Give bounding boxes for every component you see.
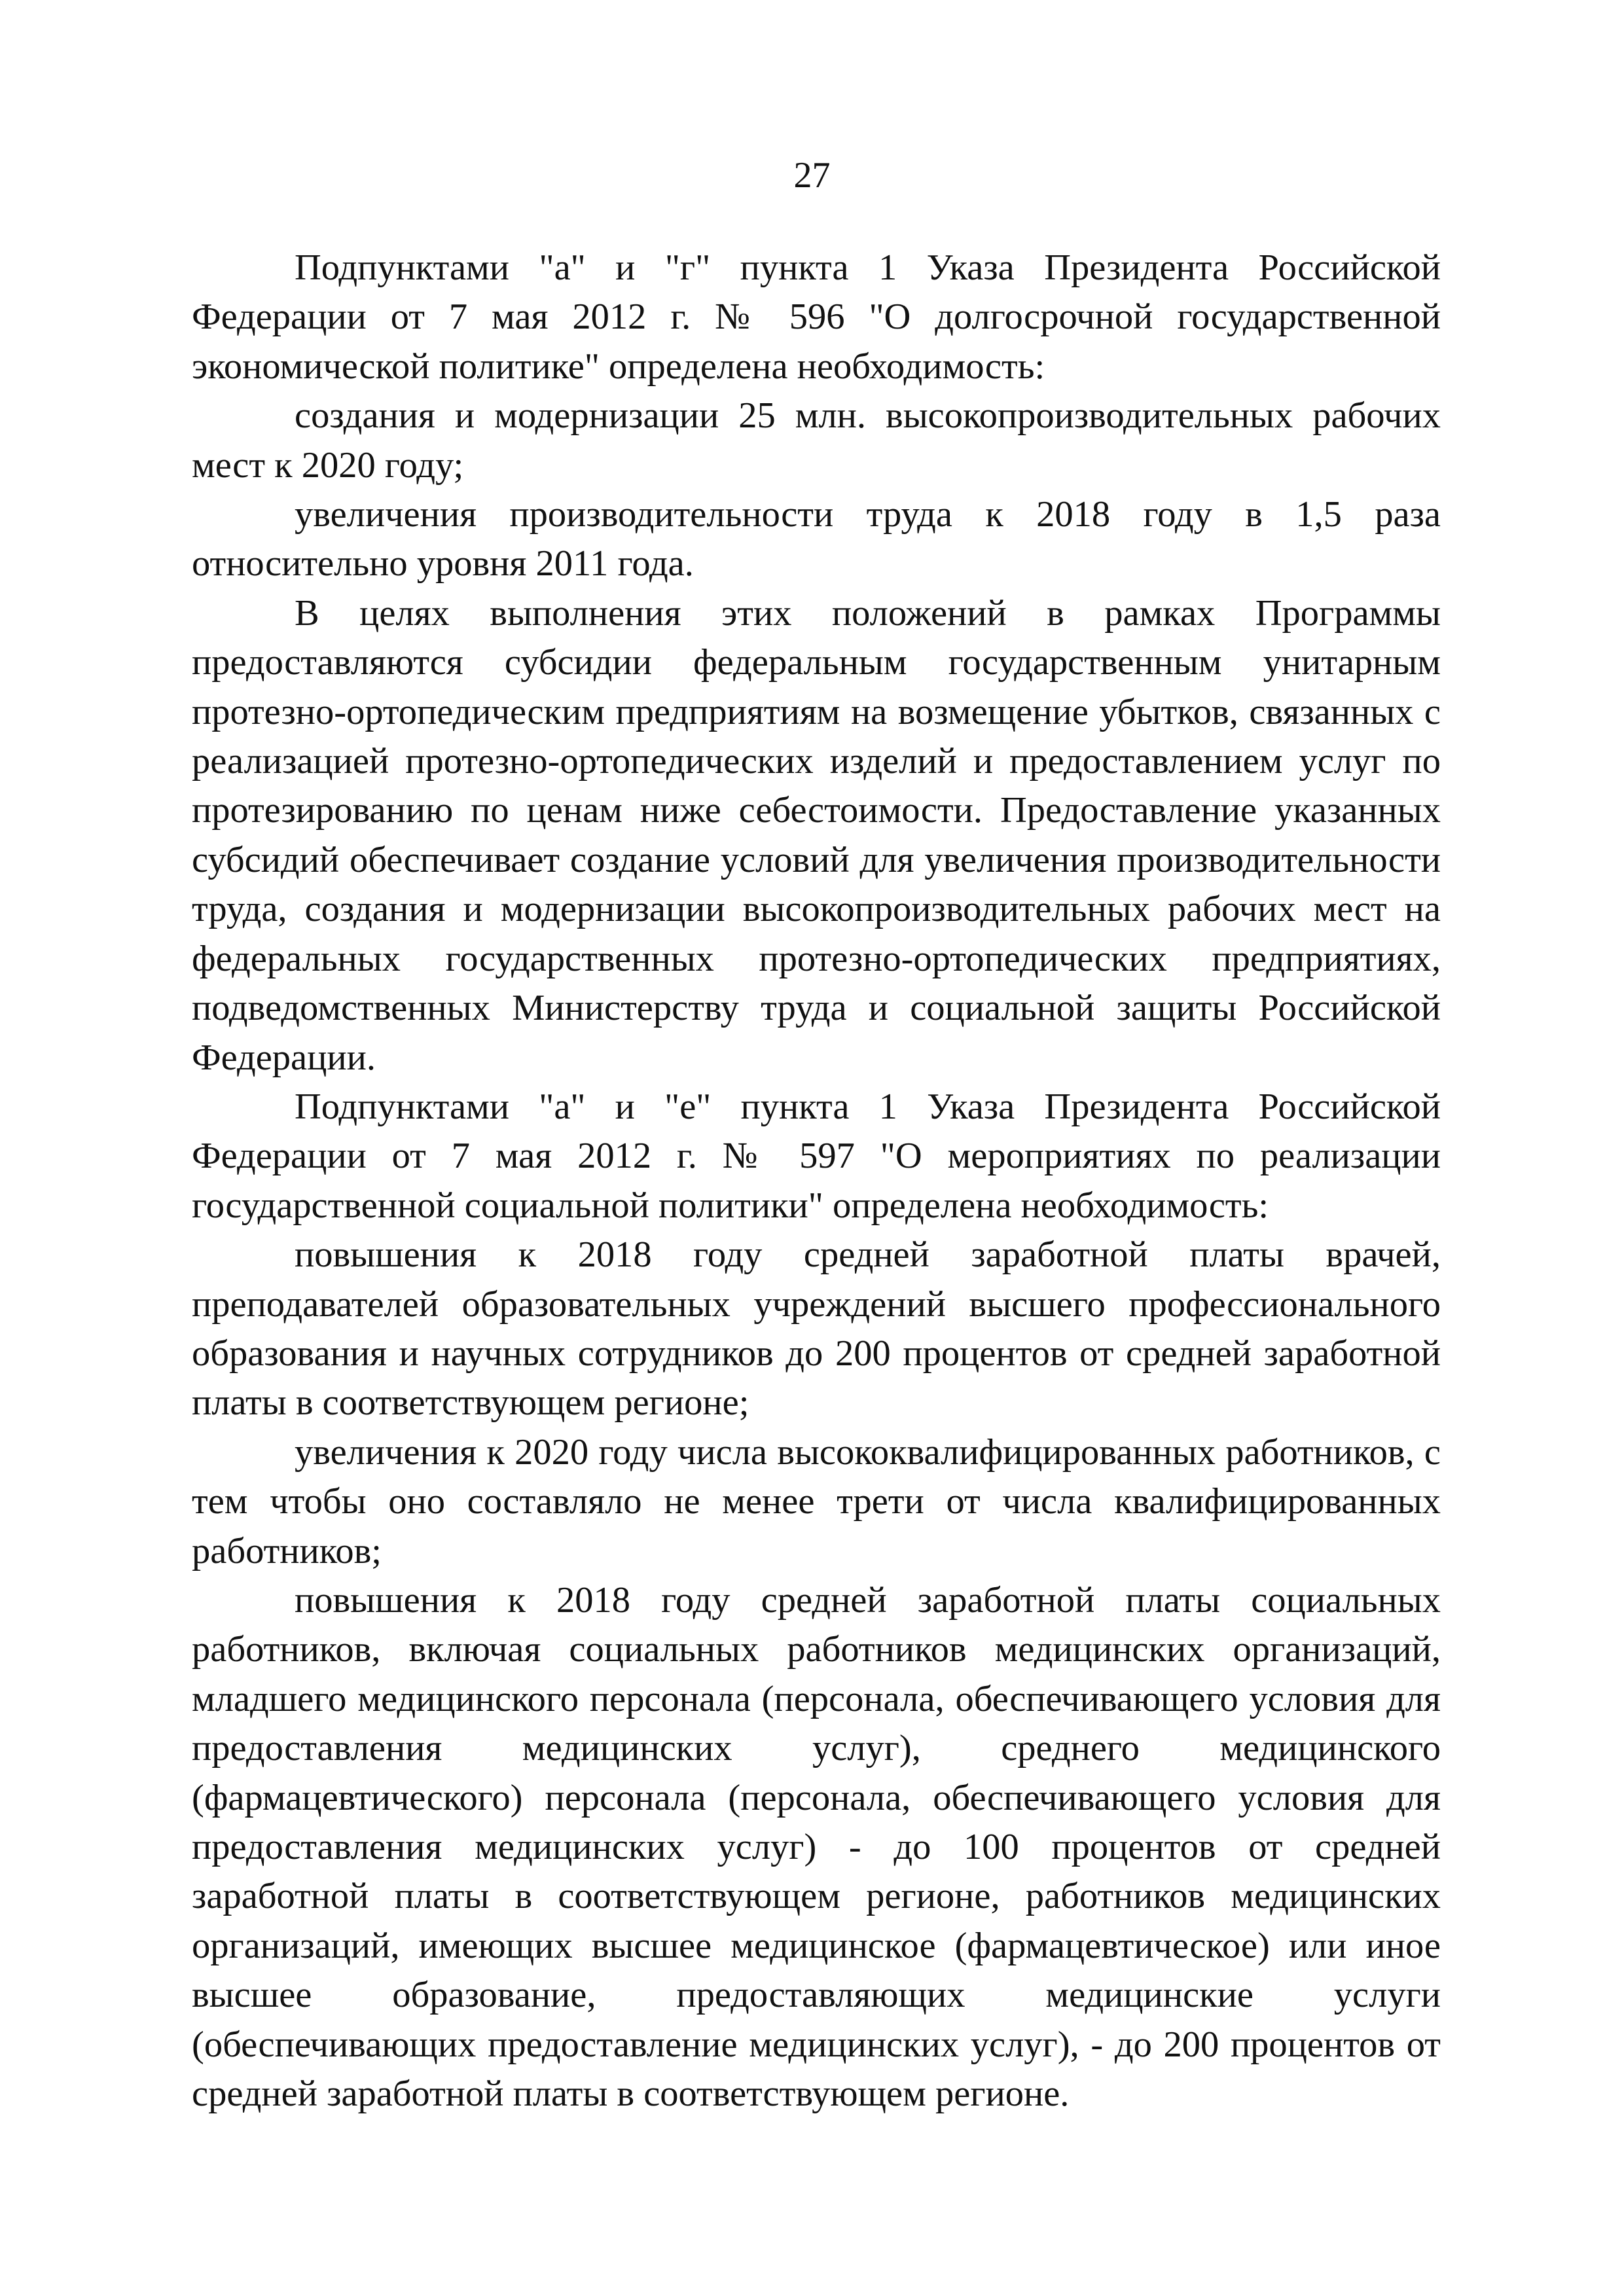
document-body [192, 243, 1441, 2119]
paragraph-qualified-workers: увеличения к 2020 году числа высококвалифицированных работников, с тем чтобы оно составляло не менее трети от числа квалифицированных работников; [192, 1431, 1441, 1571]
paragraph-decree-597-intro: Подпунктами "а" и "е" пункта 1 Указа Президента Российской Федерации от 7 мая 2012 г. № 597 "О мероприятиях по реализации государственной социальной политики" определена необходимость: [192, 1086, 1441, 1226]
paragraph-decree-596-intro: Подпунктами "а" и "г" пункта 1 Указа Президента Российской Федерации от 7 мая 2012 г. № 596 "О долгосрочной государственной экономической политике" определена необходимость: [192, 247, 1441, 387]
paragraph-doctors-salary: повышения к 2018 году средней заработной платы врачей, преподавателей образовательных учреждений высшего профессионального образования и научных сотрудников до 200 процентов от средней заработной платы в соответствующем регионе; [192, 1234, 1441, 1424]
page-number: 27 [793, 155, 831, 196]
paragraph-jobs-creation: создания и модернизации 25 млн. высокопроизводительных рабочих мест к 2020 году; [192, 395, 1441, 486]
paragraph-productivity-growth: увеличения производительности труда к 2018 году в 1,5 раза относительно уровня 2011 года. [192, 494, 1441, 584]
paragraph-social-workers-salary: повышения к 2018 году средней заработной платы социальных работников, включая социальных работников медицинских организаций, младшего медицинского персонала (персонала, обеспечивающего условия для предоставления медицинских услуг), среднего медицинского (фармацевтического) персонала (персонала, обеспечивающего условия для предоставления медицинских услуг) - до 100 процентов от средней заработной платы в соответствующем регионе, работников медицинских организаций, имеющих высшее медицинское (фармацевтическое) или иное высшее образование, предоставляющих медицинские услуги (обеспечивающих предоставление медицинских услуг), - до 200 процентов от средней заработной платы в соответствующем регионе. [192, 1579, 1441, 2115]
paragraph-program-subsidies: В целях выполнения этих положений в рамках Программы предоставляются субсидии федеральным государственным унитарным протезно-ортопедическим предприятиям на возмещение убытков, связанных с реализацией протезно-ортопедических изделий и предоставлением услуг по протезированию по ценам ниже себестоимости. Предоставление указанных субсидий обеспечивает создание условий для увеличения производительности труда, создания и модернизации высокопроизводительных рабочих мест на федеральных государственных протезно-ортопедических предприятиях, подведомственных Министерству труда и социальной защиты Российской Федерации. [192, 592, 1441, 1078]
